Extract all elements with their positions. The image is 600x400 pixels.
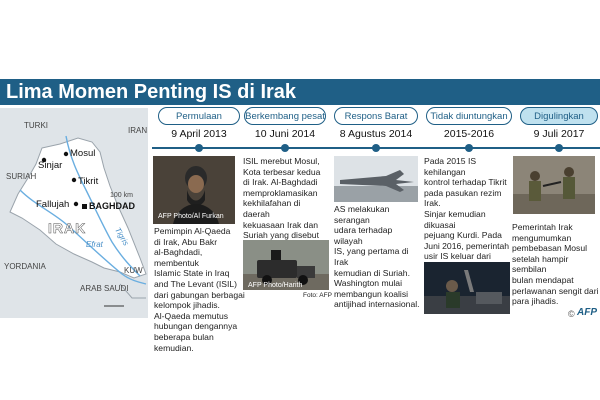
river-label-euphrates: Efrat (86, 240, 103, 249)
title-bar (0, 79, 600, 105)
event-3-date: 8 Agustus 2014 (339, 128, 413, 140)
event-2-text: ISIL merebut Mosul, Kota terbesar kedua di Irak. Al-Baghdadi memproklamasikan kekhilafahan di daerah kekuasaan Irak dan Suriah yang disebut (243, 156, 321, 241)
event-4-text: Pada 2015 IS kehilangan kontrol terhadap Tikrit pada pasukan rezim Irak. Sinjar kemudian dikuasai pejuang Kurdi. Pada Juni 2016, pemerintah usir IS keluar dari (424, 156, 510, 262)
baghdad-marker (82, 204, 87, 209)
celebration-illustration (424, 262, 510, 314)
event-5-date: 9 Juli 2017 (533, 128, 585, 140)
river-label-tigris: Tigris (112, 225, 131, 248)
event-5-text: Pemerintah Irak mengumumkan pembebasan Mosul setelah hampir sembilan bulan mendapat perlawanan sengit dari para jihadis. (512, 222, 599, 307)
event-4-date: 2015-2016 (443, 128, 495, 140)
city-sinjar: Sinjar (38, 160, 63, 171)
event-3-text: AS melakukan serangan udara terhadap wilayah IS, yang pertama di Irak kemudian di Suriah. Washington mulai membangun koalisi antijihad internasional. (334, 204, 420, 310)
event-1-date: 9 April 2013 (171, 128, 227, 140)
fallujah-dot (74, 202, 78, 206)
label-syria: SURIAH (6, 172, 37, 181)
page-title: Lima Momen Penting IS di Irak (6, 81, 297, 103)
event-2-date: 10 Juni 2014 (254, 128, 316, 140)
label-jordan: YORDANIA (4, 262, 46, 271)
event-3-dot (372, 144, 380, 152)
event-1-text: Pemimpin Al-Qaeda di Irak, Abu Bakr al-Baghdadi, membentuk Islamic State in Iraq and The Levant (ISIL) dari gabungan berbagai kelompok jihadis. Al-Qaeda memutus hubungan dengannya beberapa bulan kemudian. (154, 226, 245, 353)
event-2-dot (281, 144, 289, 152)
scale-label: 100 km (110, 192, 133, 199)
event-1-dot (195, 144, 203, 152)
event-3-photo (334, 156, 418, 202)
photo-source: Foto: AFP (303, 292, 332, 299)
event-5-tag: Digulingkan (520, 107, 598, 125)
event-4-tag: Tidak diuntungkan (426, 107, 512, 125)
soldiers-illustration (513, 156, 595, 214)
city-tikrit: Tikrit (78, 176, 99, 187)
label-turkey: TURKI (24, 121, 48, 130)
event-2-photo-credit: AFP Photo/Harith (248, 282, 303, 289)
city-fallujah: Fallujah (36, 199, 70, 210)
tikrit-dot (72, 178, 76, 182)
event-4-dot (465, 144, 473, 152)
event-3-tag: Respons Barat (334, 107, 418, 125)
event-1-photo-credit: AFP Photo/Al Furkan (158, 213, 224, 220)
country-label: IRAK (48, 220, 87, 236)
afp-logo: AFP (577, 307, 597, 318)
event-5-dot (555, 144, 563, 152)
event-5-photo (513, 156, 595, 214)
copyright-symbol: © (568, 309, 575, 319)
label-saudi: ARAB SAUDI (80, 284, 129, 293)
jet-illustration (334, 156, 418, 202)
event-1-tag: Permulaan (158, 107, 240, 125)
label-iran: IRAN (128, 126, 148, 135)
city-baghdad: BAGHDAD (89, 201, 135, 211)
city-mosul: Mosul (70, 148, 96, 159)
event-4-photo (424, 262, 510, 314)
mosul-dot (64, 152, 68, 156)
event-2-tag: Berkembang pesat (244, 107, 326, 125)
label-kuwait: KUW (124, 266, 143, 275)
